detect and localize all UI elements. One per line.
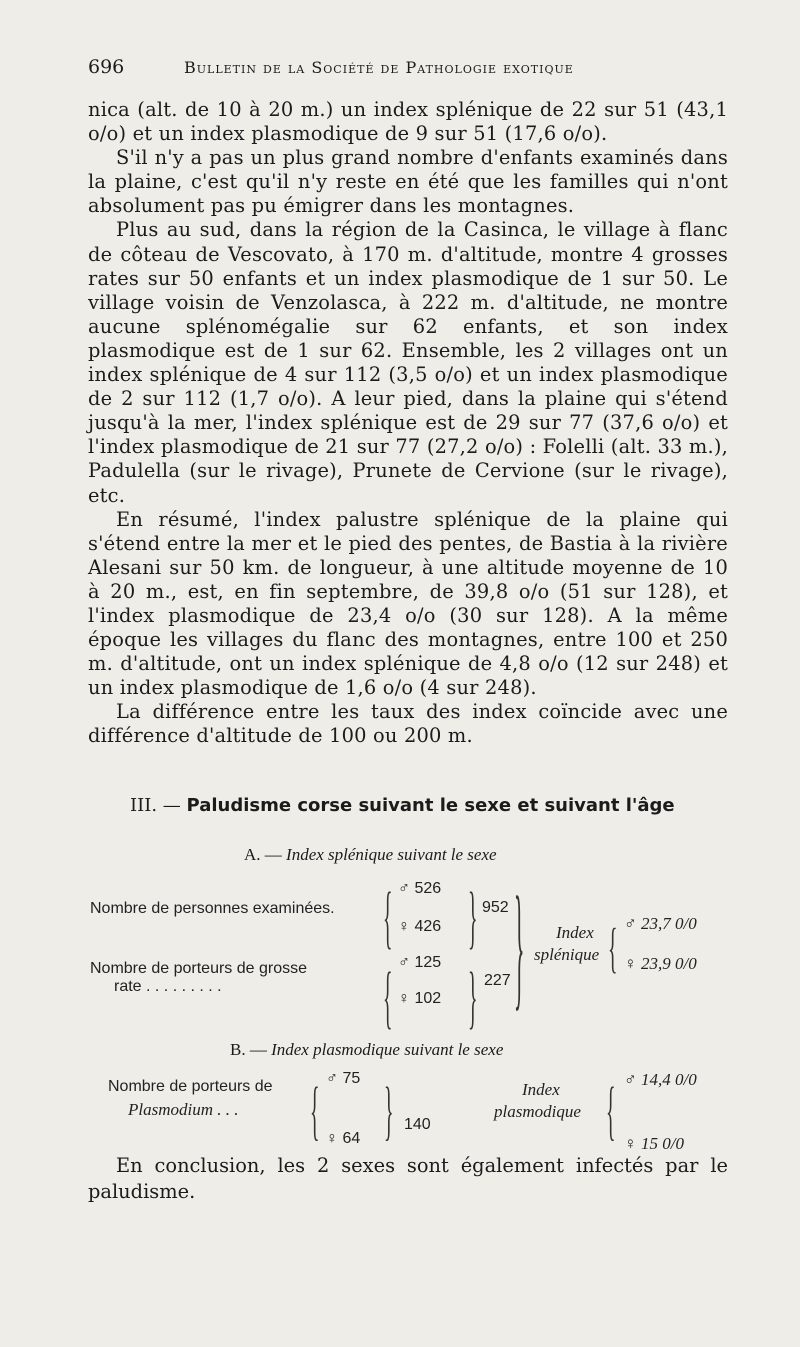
table-b-brace: {: [310, 1072, 320, 1147]
table-a-row1-female: ♀ 426: [398, 918, 442, 935]
table-a-title: Index splénique suivant le sexe: [286, 845, 497, 864]
table-a-row2-label-line1: Nombre de porteurs de grosse: [90, 960, 307, 977]
table-b-index-label-line2: plasmodique: [494, 1102, 581, 1121]
table-a-index-brace: {: [608, 916, 618, 979]
table-a-index-female: ♀ 23,9 0/0: [624, 954, 697, 973]
section-number: III. —: [130, 795, 181, 816]
table-b-label-line1: Nombre de porteurs de: [108, 1078, 273, 1095]
table-a-row2-label: [90, 960, 307, 978]
table-b-total: 140: [404, 1116, 431, 1133]
table-a-row2-total: 227: [484, 972, 511, 989]
table-a-right-brace: }: [514, 876, 525, 1027]
table-a-row1-label: Nombre de personnes examinées.: [90, 900, 335, 917]
table-a-index-male: ♂ 23,7 0/0: [624, 914, 697, 933]
table-a-row2-male: ♂ 125: [398, 954, 442, 971]
table-b-title: Index plasmodique suivant le sexe: [271, 1040, 504, 1059]
table-a-row1-total-brace: }: [468, 876, 478, 956]
paragraph: En résumé, l'index palustre splénique de la plaine qui s'étend entre la mer et le pied des pentes, de Bastia à la rivière Alesani sur 50 km. de longueur, à une altitude moyenne de 10 à 20 m., est, en fin septembre, de 39,8 o/o (51 sur 128), et l'index plasmodique de 23,4 o/o (30 sur 128). A la même époque les villages du flanc des montagnes, entre 100 et 250 m. d'altitude, ont un index splénique de 4,8 o/o (12 sur 248) et un index plasmodique de 1,6 o/o (4 sur 248).: [88, 507, 728, 700]
table-a-row2-female: ♀ 102: [398, 990, 442, 1007]
conclusion-paragraph: En conclusion, les 2 sexes sont également infectés par le paludisme.: [88, 1154, 728, 1203]
table-a-index-label-line2: splénique: [534, 945, 600, 964]
table-b-male: ♂ 75: [326, 1070, 361, 1087]
table-b-index-label-line1: Index: [522, 1080, 560, 1099]
paragraph: nica (alt. de 10 à 20 m.) un index splénique de 22 sur 51 (43,1 o/o) et un index plasmodique de 9 sur 51 (17,6 o/o).: [88, 98, 728, 146]
paragraph: S'il n'y a pas un plus grand nombre d'enfants examinés dans la plaine, c'est qu'il n'y reste en été que les familles qui n'ont absolument pas pu émigrer dans les montagnes.: [88, 146, 728, 218]
table-a-row2-total-brace: }: [468, 956, 478, 1036]
table-a-row2-label-line2: rate . . . . . . . . .: [114, 978, 222, 995]
table-b-letter: B. —: [230, 1040, 267, 1059]
table-a-row1-brace: {: [383, 876, 393, 956]
page-number: 696: [88, 56, 125, 78]
table-b-heading: [230, 1040, 503, 1060]
table-b-index-female: ♀ 15 0/0: [624, 1134, 684, 1153]
paragraph: La différence entre les taux des index coïncide avec une différence d'altitude de 100 ou 200 m.: [88, 700, 728, 748]
paragraph: Plus au sud, dans la région de la Casinca, le village à flanc de côteau de Vescovato, à 170 m. d'altitude, montre 4 grosses rates sur 50 enfants et un index plasmodique de 1 sur 50. Le village voisin de Venzolasca, à 222 m. d'altitude, ne montre aucune splénomégalie sur 62 enfants, et son index plasmodique est de 1 sur 62. Ensemble, les 2 villages ont un index splénique de 4 sur 112 (3,5 o/o) et un index plasmodique de 2 sur 112 (1,7 o/o). A leur pied, dans la plaine qui s'étend jusqu'à la mer, l'index splénique est de 29 sur 77 (37,6 o/o) et l'index plasmodique de 21 sur 77 (27,2 o/o) : Folelli (alt. 33 m.), Padulella (sur le rivage), Prunete de Cervione (sur le rivage), etc.: [88, 218, 728, 507]
table-b-index-male: ♂ 14,4 0/0: [624, 1070, 697, 1089]
table-b-female: ♀ 64: [326, 1130, 361, 1147]
table-a-row1-male: ♂ 526: [398, 880, 442, 897]
table-a-row1-total: 952: [482, 899, 509, 916]
table-b-label-line2: Plasmodium . . .: [128, 1100, 239, 1119]
table-a-letter: A. —: [244, 845, 282, 864]
section-title: Paludisme corse suivant le sexe et suivant l'âge: [186, 795, 675, 816]
running-title: Bulletin de la Société de Pathologie exotique: [184, 58, 574, 77]
table-a-heading: [244, 845, 497, 865]
table-a-row2-brace: {: [383, 956, 393, 1036]
table-a-index-label-line1: Index: [556, 923, 594, 942]
section-heading: [130, 795, 730, 816]
page-header: [88, 56, 708, 86]
table-b-index-brace: {: [606, 1072, 616, 1147]
table-b-total-brace: }: [384, 1072, 394, 1147]
body-text: [88, 98, 728, 749]
